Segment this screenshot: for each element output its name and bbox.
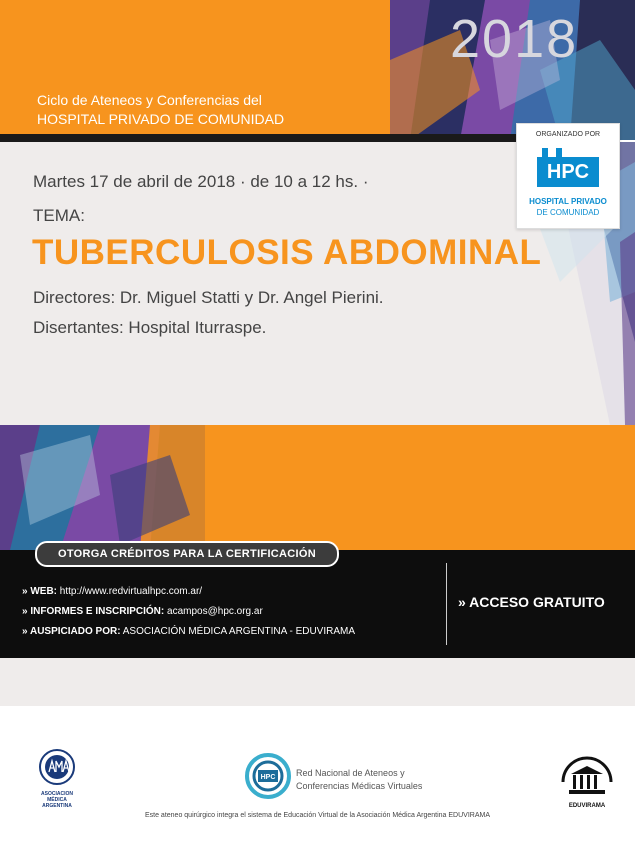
lower-geometric-art	[0, 425, 205, 550]
event-speakers: Disertantes: Hospital Iturraspe.	[33, 318, 267, 337]
informes-label: » INFORMES E INSCRIPCIÓN:	[22, 606, 165, 617]
organized-by-label: ORGANIZADO POR	[535, 131, 601, 138]
web-line	[22, 586, 202, 597]
informes-email[interactable]: acampos@hpc.org.ar	[167, 606, 263, 617]
eduvirama-building-icon	[557, 752, 617, 798]
auspiciado-label: » AUSPICIADO POR:	[22, 626, 121, 637]
ama-text: ASOCIACION MÉDICA ARGENTINA	[41, 791, 73, 809]
red-nacional-logo	[243, 752, 293, 800]
cycle-title-line1: Ciclo de Ateneos y Conferencias del	[37, 92, 262, 108]
hpc-logo-roof-icon	[542, 148, 592, 157]
svg-text:HPC: HPC	[260, 774, 276, 781]
ama-emblem-icon	[38, 748, 76, 786]
free-access-label: » ACCESO GRATUITO	[458, 594, 605, 610]
eduvirama-logo	[557, 752, 617, 810]
info-divider	[446, 563, 447, 645]
web-label: » WEB:	[22, 586, 57, 597]
badge-name-line2: DE COMUNIDAD	[536, 208, 600, 217]
red-nacional-line2: Conferencias Médicas Virtuales	[296, 781, 423, 791]
hpc-logo: HPC	[537, 157, 599, 187]
web-link[interactable]: http://www.redvirtualhpc.com.ar/	[59, 586, 203, 597]
event-title: TUBERCULOSIS ABDOMINAL	[32, 233, 542, 272]
red-nacional-emblem-icon	[243, 752, 293, 800]
eduvirama-name: EDUVIRAMA	[568, 803, 606, 809]
auspiciado-line	[22, 626, 355, 637]
year-label: 2018	[450, 9, 579, 69]
gray-separator-band	[0, 658, 635, 706]
auspiciado-value: ASOCIACIÓN MÉDICA ARGENTINA - EDUVIRAMA	[122, 626, 356, 637]
badge-name-line1: HOSPITAL PRIVADO	[529, 197, 607, 206]
event-directors: Directores: Dr. Miguel Statti y Dr. Angel Pierini.	[33, 288, 384, 307]
tema-label: TEMA:	[33, 206, 85, 225]
footer-note: Este ateneo quirúrgico integra el sistema de Educación Virtual de la Asociación Médica Argentina EDUVIRAMA	[144, 812, 490, 819]
informes-line	[22, 606, 263, 617]
header-divider-bar	[0, 134, 520, 142]
credits-pill: OTORGA CRÉDITOS PARA LA CERTIFICACIÓN	[35, 541, 339, 567]
event-date: Martes 17 de abril de 2018 · de 10 a 12 hs. ·	[33, 172, 369, 191]
ama-logo	[38, 748, 76, 808]
organizer-badge	[516, 123, 620, 229]
cycle-title-line2: HOSPITAL PRIVADO DE COMUNIDAD	[37, 111, 285, 127]
red-nacional-line1: Red Nacional de Ateneos y	[296, 768, 405, 778]
